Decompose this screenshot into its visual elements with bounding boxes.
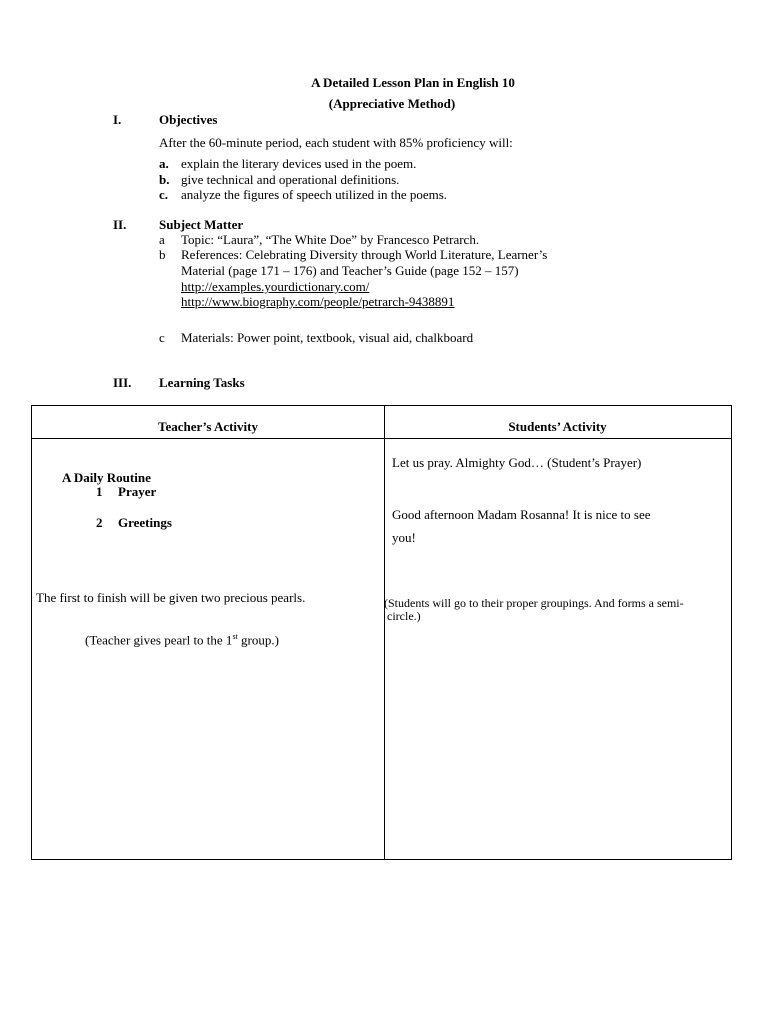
table-column-divider [384,406,385,859]
table-header-divider [32,438,731,439]
objective-label: b. [159,172,170,187]
document-subtitle: (Appreciative Method) [328,96,456,111]
teacher-pearls-text: The first to finish will be given two precious pearls. [36,590,306,605]
routine-item-prayer: Prayer [118,484,157,499]
section-heading-subject: Subject Matter [159,217,244,232]
teacher-gives-pearl-main: (Teacher gives pearl to the 1 [85,632,233,648]
objective-label: c. [159,187,169,202]
student-prayer-text: Let us pray. Almighty God… (Student’s Prayer) [392,455,642,470]
objective-item: analyze the figures of speech utilized in the poems. [181,187,448,202]
subject-materials-label: c [159,330,165,345]
student-greeting-line2: you! [392,530,416,545]
teacher-gives-pearl-text [85,629,279,648]
subject-refs-line1: References: Celebrating Diversity through World Literature, Learner’s [181,247,548,262]
routine-item-greetings: Greetings [118,515,172,530]
section-heading-tasks: Learning Tasks [159,375,245,390]
objective-label: a. [159,156,169,171]
student-grouping-line2: circle.) [387,609,421,623]
objectives-intro: After the 60-minute period, each student with 85% proficiency will: [159,135,513,150]
document-title: A Detailed Lesson Plan in English 10 [311,75,515,90]
column-header-teacher: Teacher’s Activity [157,419,258,434]
ordinal-suffix: st [232,632,238,641]
section-number-objectives: I. [113,112,122,127]
section-number-tasks: III. [113,375,132,390]
subject-refs-label: b [159,247,166,262]
section-number-subject: II. [113,217,127,232]
subject-refs-line2: Material (page 171 – 176) and Teacher’s Guide (page 152 – 157) [181,263,519,278]
teacher-gives-pearl-end: group.) [237,632,279,648]
section-heading-objectives: Objectives [159,112,218,127]
subject-materials: Materials: Power point, textbook, visual aid, chalkboard [181,330,474,345]
routine-number: 1 [96,484,103,499]
reference-link-biography[interactable]: http://www.biography.com/people/petrarch-9438891 [181,294,455,309]
student-grouping-line1: (Students will go to their proper groupings. And forms a semi- [384,596,684,610]
activity-table [31,405,732,860]
subject-topic: Topic: “Laura”, “The White Doe” by Francesco Petrarch. [181,232,480,247]
routine-number: 2 [96,515,103,530]
student-greeting-line1: Good afternoon Madam Rosanna! It is nice to see [392,507,651,522]
reference-link-yourdictionary[interactable]: http://examples.yourdictionary.com/ [181,279,370,294]
column-header-students: Students’ Activity [508,419,607,434]
objective-item: give technical and operational definitions. [181,172,400,187]
subject-topic-label: a [159,232,165,247]
daily-routine-heading: A Daily Routine [62,470,151,485]
objective-item: explain the literary devices used in the poem. [181,156,417,171]
